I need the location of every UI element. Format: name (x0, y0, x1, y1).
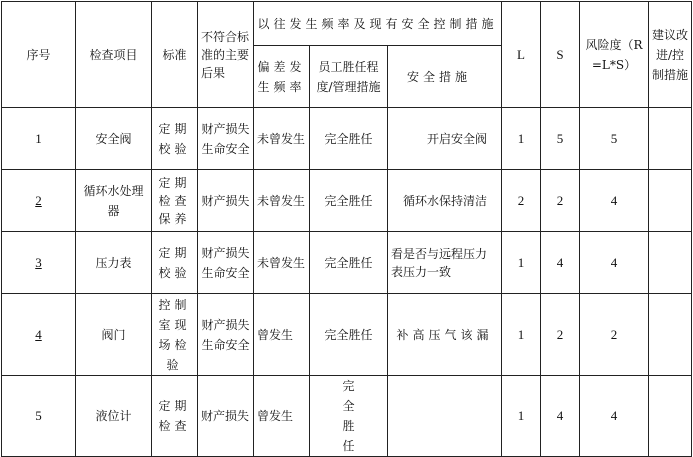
row-s: 2 (541, 294, 580, 376)
row-item: 安全阀 (76, 108, 152, 170)
header-safety: 安全措施 (388, 46, 502, 108)
row-s: 2 (541, 170, 580, 232)
row-consequence: 财产损失 (198, 376, 254, 457)
row-advice (649, 170, 692, 232)
row-risk: 4 (580, 232, 649, 294)
header-seq: 序号 (2, 2, 76, 108)
row-advice (649, 294, 692, 376)
row-consequence: 财产损失生命安全 (198, 294, 254, 376)
row-freq: 曾发生 (254, 376, 310, 457)
row-l: 1 (502, 294, 541, 376)
row-competence: 完全胜任 (310, 294, 388, 376)
row-competence: 完全胜任 (310, 170, 388, 232)
row-advice (649, 108, 692, 170)
row-s: 5 (541, 108, 580, 170)
row-freq: 曾发生 (254, 294, 310, 376)
row-risk: 4 (580, 170, 649, 232)
table-row (2, 108, 692, 170)
row-safety: 循环水保持清洁 (388, 170, 502, 232)
row-s: 4 (541, 376, 580, 457)
header-l: L (502, 2, 541, 108)
row-standard: 定期检查 (152, 376, 198, 457)
row-item: 阀门 (76, 294, 152, 376)
row-advice (649, 232, 692, 294)
row-advice (649, 376, 692, 457)
row-safety: 看是否与远程压力表压力一致 (388, 232, 502, 294)
row-consequence: 财产损失 (198, 170, 254, 232)
table-row (2, 294, 692, 376)
row-standard: 控制室现场检验 (152, 294, 198, 376)
row-item: 压力表 (76, 232, 152, 294)
row-l: 1 (502, 232, 541, 294)
table-row (2, 170, 692, 232)
row-item: 液位计 (76, 376, 152, 457)
row-seq: 2 (2, 170, 76, 232)
row-l: 1 (502, 376, 541, 457)
header-group: 以往发生频率及现有安全控制措施 (254, 2, 502, 46)
header-standard: 标准 (152, 2, 198, 108)
row-seq: 4 (2, 294, 76, 376)
table-row (2, 376, 692, 457)
row-consequence: 财产损失生命安全 (198, 108, 254, 170)
row-risk: 5 (580, 108, 649, 170)
row-safety: 补高压气该漏 (388, 294, 502, 376)
row-risk: 4 (580, 376, 649, 457)
header-consequence: 不符合标准的主要后果 (198, 2, 254, 108)
row-l: 2 (502, 170, 541, 232)
header-item: 检查项目 (76, 2, 152, 108)
risk-assessment-table (1, 1, 692, 457)
header-competence: 员工胜任程度/管理措施 (310, 46, 388, 108)
table-row (2, 232, 692, 294)
row-competence: 完全胜任 (310, 108, 388, 170)
row-seq: 1 (2, 108, 76, 170)
header-risk: 风险度（R=L*S） (580, 2, 649, 108)
row-safety: 开启安全阀 (388, 108, 502, 170)
header-row-top (2, 2, 692, 46)
row-standard: 定期检查保养 (152, 170, 198, 232)
row-competence: 完全胜任 (310, 376, 388, 457)
row-competence: 完全胜任 (310, 232, 388, 294)
row-standard: 定期校验 (152, 232, 198, 294)
row-l: 1 (502, 108, 541, 170)
row-s: 4 (541, 232, 580, 294)
row-standard: 定期校验 (152, 108, 198, 170)
row-consequence: 财产损失生命安全 (198, 232, 254, 294)
row-seq: 3 (2, 232, 76, 294)
row-seq: 5 (2, 376, 76, 457)
header-freq: 偏差发生频率 (254, 46, 310, 108)
row-item: 循环水处理器 (76, 170, 152, 232)
row-safety (388, 376, 502, 457)
row-freq: 未曾发生 (254, 170, 310, 232)
row-risk: 2 (580, 294, 649, 376)
row-freq: 未曾发生 (254, 232, 310, 294)
row-freq: 未曾发生 (254, 108, 310, 170)
header-advice: 建议改进/控制措施 (649, 2, 692, 108)
header-s: S (541, 2, 580, 108)
